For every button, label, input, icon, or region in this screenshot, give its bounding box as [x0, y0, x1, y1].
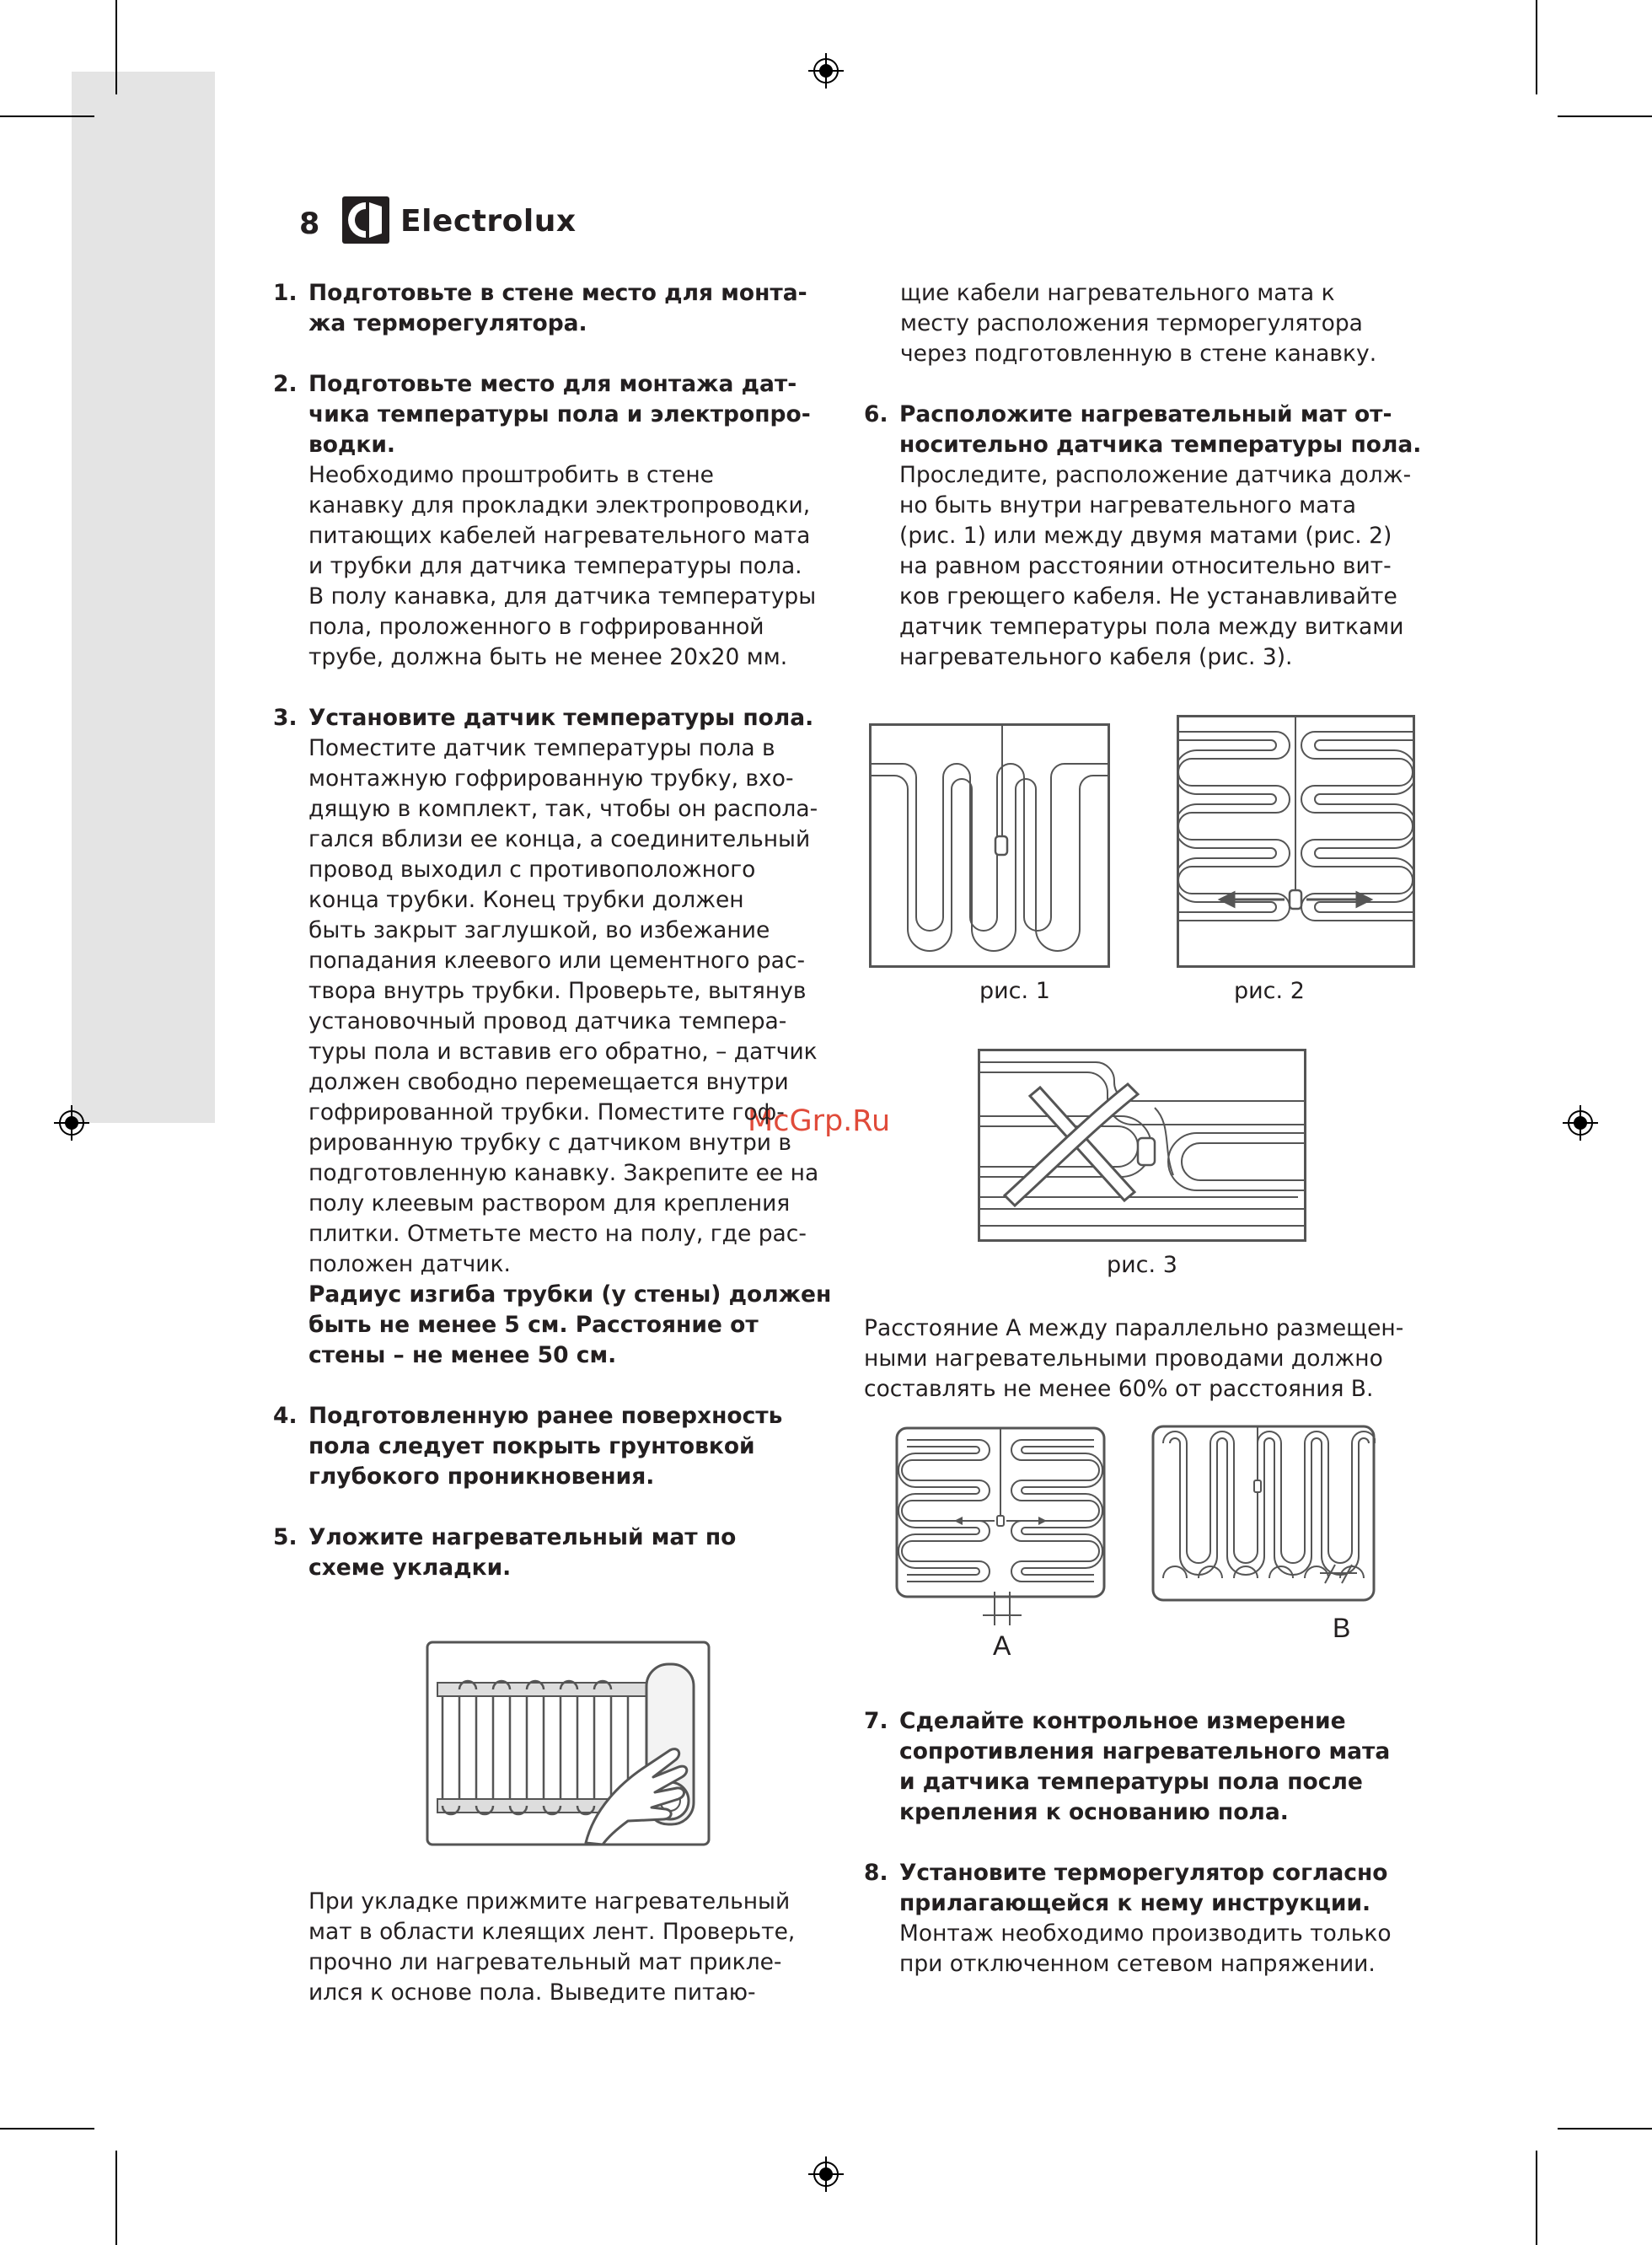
left-column: [273, 278, 846, 1583]
figure-3-caption: рис. 3: [1107, 1252, 1177, 1278]
brand-name: Electrolux: [400, 204, 577, 239]
step-text: Проследите, расположение датчика долж- но быть внутри нагревательного мата (рис. 1) или между двумя матами (рис. 2) на равном расстоянии относительно вит- ков греющего кабеля. Не устанавливайте датчик температуры пола между витками нагревательного кабеля (рис. 3).: [899, 462, 1412, 670]
right-column-step6: [864, 400, 1454, 673]
step-heading: Сделайте контрольное измерение сопротивления нагревательного мата и датчика температуры пола после крепления к основанию пола.: [899, 1708, 1391, 1825]
step-2: [273, 369, 846, 673]
step-6: [864, 400, 1454, 673]
step-text: Монтаж необходимо производить только при отключенном сетевом напряжении.: [899, 1920, 1392, 1977]
figure-2-caption: рис. 2: [1234, 978, 1305, 1004]
figure-3-incorrect-placement: [978, 1049, 1306, 1242]
crop-mark: [1558, 2128, 1652, 2130]
watermark: McGrp.Ru: [748, 1104, 891, 1138]
continuation-text: щие кабели нагревательного мата к месту расположения терморегулятора через подготовленную в стене канавку.: [900, 280, 1377, 367]
step-number: 2.: [273, 371, 298, 397]
step-text: Поместите датчик температуры пола в монтажную гофрированную трубку, вхо- дящую в комплект, так, чтобы он распола- гался вблизи ее конца, а соединительный провод выходил с противоположного конца трубки. Конец трубки должен быть закрыт заглушкой, во избежание попадания клеевого или цементного рас- твора внутрь трубки. Проверьте, вытянув установочный провод датчика темпера- туры пола и вставив его обратно, – датчик должен свободно перемещается внутри гофрированной трубки. Поместите гоф- рированную трубку с датчиком внутри в подготовленную канавку. Закрепите ее на полу клеевым раствором для крепления плитки. Отметьте место на полу, где рас- положен датчик.: [308, 735, 819, 1277]
step-heading: Подготовьте место для монтажа дат- чика температуры пола и электропро- водки.: [308, 371, 811, 458]
step-number: 5.: [273, 1524, 298, 1550]
step-1: [273, 278, 846, 339]
step-heading: Подготовленную ранее поверхность пола следует покрыть грунтовкой глубокого проникновения.: [308, 1403, 783, 1490]
crop-mark: [115, 2151, 117, 2245]
step-number: 3.: [273, 705, 298, 731]
step-4: [273, 1401, 846, 1492]
crop-mark: [1536, 2151, 1537, 2245]
crop-mark: [115, 0, 117, 94]
crop-mark: [0, 2128, 94, 2130]
step-3: [273, 703, 846, 1371]
crop-mark: [0, 115, 94, 117]
step-heading: Подготовьте в стене место для монта- жа терморегулятора.: [308, 280, 807, 336]
label-a: А: [993, 1630, 1011, 1661]
mat-laying-illustration: [426, 1641, 711, 1846]
step-5: [273, 1523, 846, 1583]
distance-text: Расстояние А между параллельно размещен- ными нагревательными проводами должно составлять не менее 60% от расстояния В.: [864, 1315, 1404, 1402]
figure-2-sensor-between-mats: [1177, 715, 1415, 968]
step-heading: Установите датчик температуры пола.: [308, 705, 814, 731]
figure-1-caption: рис. 1: [979, 978, 1050, 1004]
side-gray-bar: [72, 72, 215, 1123]
label-b: В: [1333, 1613, 1351, 1643]
step-warning: Радиус изгиба трубки (у стены) должен быть не менее 5 см. Расстояние от стены – не менее 50 см.: [308, 1281, 832, 1368]
page-number: 8: [299, 207, 320, 241]
crop-mark: [1536, 0, 1537, 94]
step-8: [864, 1858, 1471, 1979]
figure-1-sensor-inside-mat: [869, 723, 1110, 968]
step-number: 8.: [864, 1860, 888, 1886]
step-heading: Уложите нагревательный мат по схеме укладки.: [308, 1524, 737, 1581]
step-number: 1.: [273, 280, 298, 306]
step-text: Необходимо проштробить в стене канавку для прокладки электропроводки, питающих кабелей нагревательного мата и трубки для датчика температуры пола. В полу канавка, для датчика температуры пола, проложенного в гофрированной трубе, должна быть не менее 20х20 мм.: [308, 462, 817, 670]
electrolux-logo-icon: [341, 196, 390, 244]
step-number: 6.: [864, 401, 888, 427]
step-heading: Расположите нагревательный мат от- носительно датчика температуры пола.: [899, 401, 1422, 458]
registration-mark-icon: [808, 2156, 844, 2192]
after-figure-text: При укладке прижмите нагревательный мат в области клеящих лент. Проверьте, прочно ли нагревательный мат прикле- ился к основе пола. Выведите питаю-: [308, 1888, 796, 2006]
right-column-steps-7-8: [864, 1706, 1471, 1979]
figure-distance-a: [895, 1426, 1106, 1633]
figure-distance-b: [1151, 1425, 1376, 1602]
crop-mark: [1558, 115, 1652, 117]
step-heading: Установите терморегулятор согласно прилагающейся к нему инструкции.: [899, 1860, 1388, 1916]
step-number: 7.: [864, 1708, 888, 1734]
step-7: [864, 1706, 1471, 1828]
step-number: 4.: [273, 1403, 298, 1429]
registration-mark-icon: [808, 53, 844, 89]
registration-mark-icon: [54, 1105, 89, 1141]
registration-mark-icon: [1563, 1105, 1598, 1141]
